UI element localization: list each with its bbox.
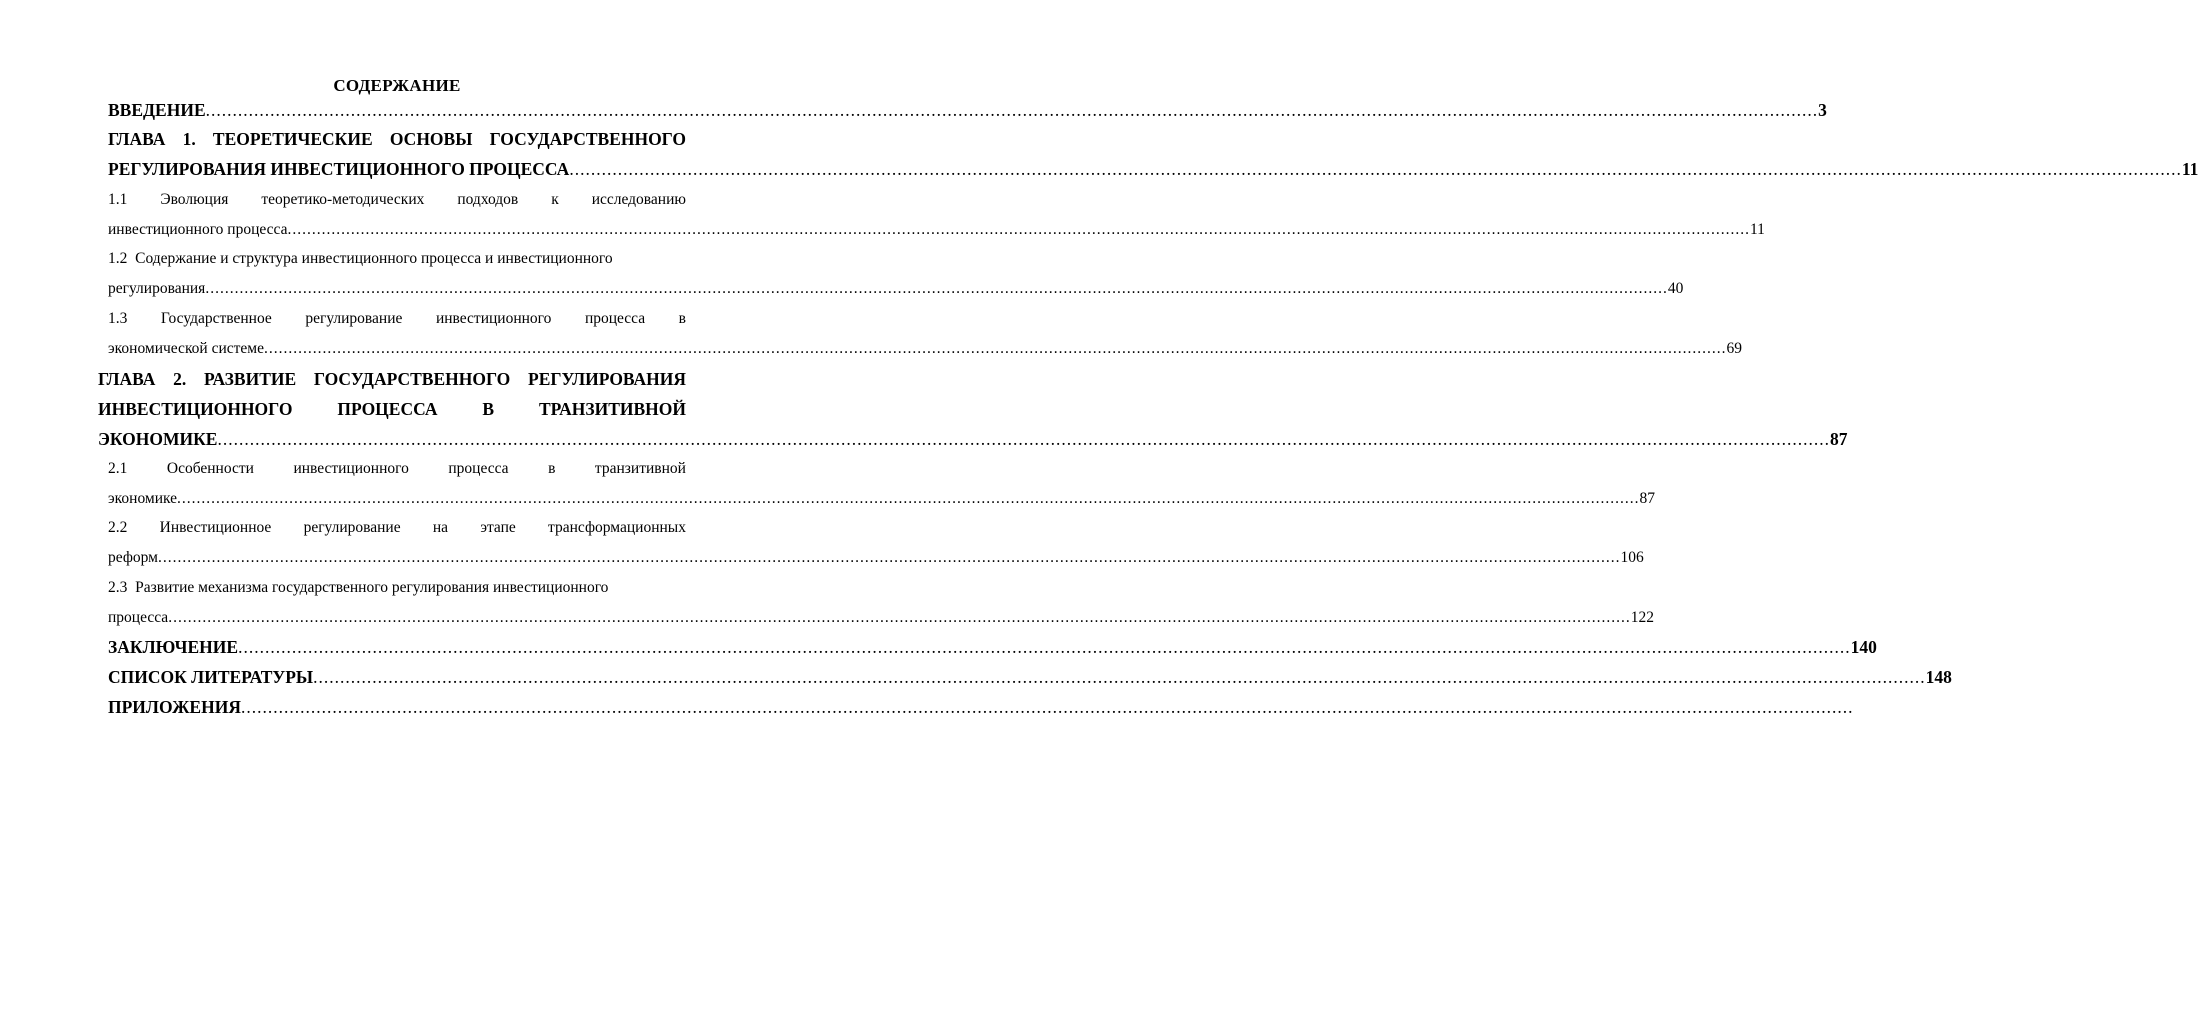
toc-page-number: 3 <box>1818 100 1827 120</box>
word: 1.1 <box>108 191 128 208</box>
toc-page-number: 87 <box>1639 490 1656 507</box>
word: 1. <box>182 129 196 149</box>
word: теоретико-методических <box>261 191 425 208</box>
toc-page-number: 11 <box>2181 159 2198 179</box>
word: Инвестиционное <box>159 519 272 536</box>
word: 2.2 <box>108 519 128 536</box>
toc-entry-bibliography <box>108 665 1952 689</box>
word: РЕГУЛИРОВАНИЯ <box>528 369 686 389</box>
leader-dots: ............................................................................................................................................................................................................................................................................................................ <box>205 280 1668 297</box>
word: в <box>678 310 686 327</box>
toc-entry-label: экономике <box>108 490 178 507</box>
toc-sec-2-3-line1: 2.3 Развитие механизма государственного регулирования инвестиционного <box>108 579 609 596</box>
word: 2. <box>173 369 187 389</box>
word: 1.3 <box>108 310 128 327</box>
leader-dots: ............................................................................................................................................................................................................................................................................................................ <box>205 100 1819 120</box>
leader-dots: ............................................................................................................................................................................................................................................................................................................ <box>168 609 1631 626</box>
toc-page-number: 106 <box>1620 549 1644 566</box>
leader-dots: ............................................................................................................................................................................................................................................................................................................ <box>217 429 1830 449</box>
toc-page-number: 87 <box>1829 429 1848 449</box>
word: ГЛАВА <box>98 369 156 389</box>
word: ГЛАВА <box>108 129 166 149</box>
word: инвестиционного <box>293 460 409 477</box>
word: транзитивной <box>594 460 686 477</box>
toc-sec-2-1-line2 <box>108 487 1656 511</box>
word: Особенности <box>166 460 254 477</box>
toc-title: СОДЕРЖАНИЕ <box>333 76 461 95</box>
toc-chapter2-line1 <box>98 367 686 391</box>
toc-sec-2-1-line1 <box>108 457 686 481</box>
word: процесса <box>448 460 509 477</box>
toc-entry-label: ЗАКЛЮЧЕНИЕ <box>108 637 239 657</box>
toc-entry-label: РЕГУЛИРОВАНИЯ ИНВЕСТИЦИОННОГО ПРОЦЕССА <box>108 159 570 179</box>
toc-chapter2-line3 <box>98 427 1848 451</box>
toc-sec-1-2-line2 <box>108 277 1684 301</box>
word: РАЗВИТИЕ <box>204 369 297 389</box>
toc-sec-1-1-line1 <box>108 188 686 212</box>
word: Эволюция <box>160 191 229 208</box>
leader-dots: ............................................................................................................................................................................................................................................................................................................ <box>287 221 1750 238</box>
toc-sec-2-2-line2 <box>108 546 1644 570</box>
word: ОСНОВЫ <box>389 129 473 149</box>
word: ИНВЕСТИЦИОННОГО <box>98 399 293 419</box>
word: регулирование <box>303 519 401 536</box>
word: ТЕОРЕТИЧЕСКИЕ <box>212 129 373 149</box>
toc-entry-appendices <box>108 695 1854 719</box>
leader-dots: ............................................................................................................................................................................................................................................................................................................ <box>177 490 1640 507</box>
toc-chapter1-line2 <box>108 157 2198 181</box>
toc-sec-1-3-line2 <box>108 337 1742 361</box>
word: инвестиционного <box>435 310 552 327</box>
word: Государственное <box>160 310 272 327</box>
toc-page-number: 11 <box>1750 221 1765 238</box>
leader-dots: ............................................................................................................................................................................................................................................................................................................ <box>157 549 1621 566</box>
toc-entry-label: реформ <box>108 549 158 566</box>
toc-entry-label: процесса <box>108 609 169 626</box>
word: этапе <box>480 519 516 536</box>
toc-entry-label: инвестиционного процесса <box>108 221 288 238</box>
toc-entry-label: ПРИЛОЖЕНИЯ <box>108 697 241 717</box>
word: исследованию <box>591 191 686 208</box>
leader-dots: ............................................................................................................................................................................................................................................................................................................ <box>569 159 2182 179</box>
toc-sec-1-1-line2 <box>108 218 1765 242</box>
toc-page-number: 69 <box>1726 340 1742 357</box>
word: ТРАНЗИТИВНОЙ <box>538 399 686 419</box>
leader-dots: ............................................................................................................................................................................................................................................................................................................ <box>238 637 1851 657</box>
toc-chapter2-line2 <box>98 397 686 421</box>
toc-entry-label: ЭКОНОМИКЕ <box>98 429 218 449</box>
word: ГОСУДАРСТВЕННОГО <box>489 129 686 149</box>
word: В <box>482 399 495 419</box>
toc-sec-1-2-line1: 1.2 Содержание и структура инвестиционного процесса и инвестиционного <box>108 250 613 267</box>
leader-dots: ............................................................................................................................................................................................................................................................................................................ <box>313 667 1926 687</box>
toc-entry-conclusion <box>108 635 1877 659</box>
toc-sec-2-2-line1 <box>108 516 686 540</box>
word: регулирование <box>305 310 403 327</box>
toc-entry-intro <box>108 98 1827 122</box>
toc-page-number: 40 <box>1667 280 1684 297</box>
leader-dots: ............................................................................................................................................................................................................................................................................................................ <box>264 340 1727 357</box>
toc-page-number: 122 <box>1630 609 1654 626</box>
word: к <box>551 191 559 208</box>
word: в <box>548 460 556 477</box>
toc-entry-label: ВВЕДЕНИЕ <box>108 100 206 120</box>
toc-page-number: 140 <box>1850 637 1877 657</box>
toc-entry-label: экономической системе <box>108 340 264 357</box>
word: на <box>432 519 449 536</box>
word: 2.1 <box>108 460 128 477</box>
toc-sec-1-3-line1 <box>108 307 686 331</box>
word: ПРОЦЕССА <box>337 399 438 419</box>
toc-chapter1-line1 <box>108 127 686 151</box>
word: подходов <box>457 191 519 208</box>
toc-page-number: 148 <box>1925 667 1952 687</box>
word: ГОСУДАРСТВЕННОГО <box>313 369 511 389</box>
toc-sec-2-3-line2 <box>108 606 1654 630</box>
leader-dots: ............................................................................................................................................................................................................................................................................................................ <box>240 697 1854 717</box>
word: трансформационных <box>548 519 686 536</box>
word: процесса <box>584 310 646 327</box>
toc-entry-label: регулирования <box>108 280 206 297</box>
toc-entry-label: СПИСОК ЛИТЕРАТУРЫ <box>108 667 314 687</box>
